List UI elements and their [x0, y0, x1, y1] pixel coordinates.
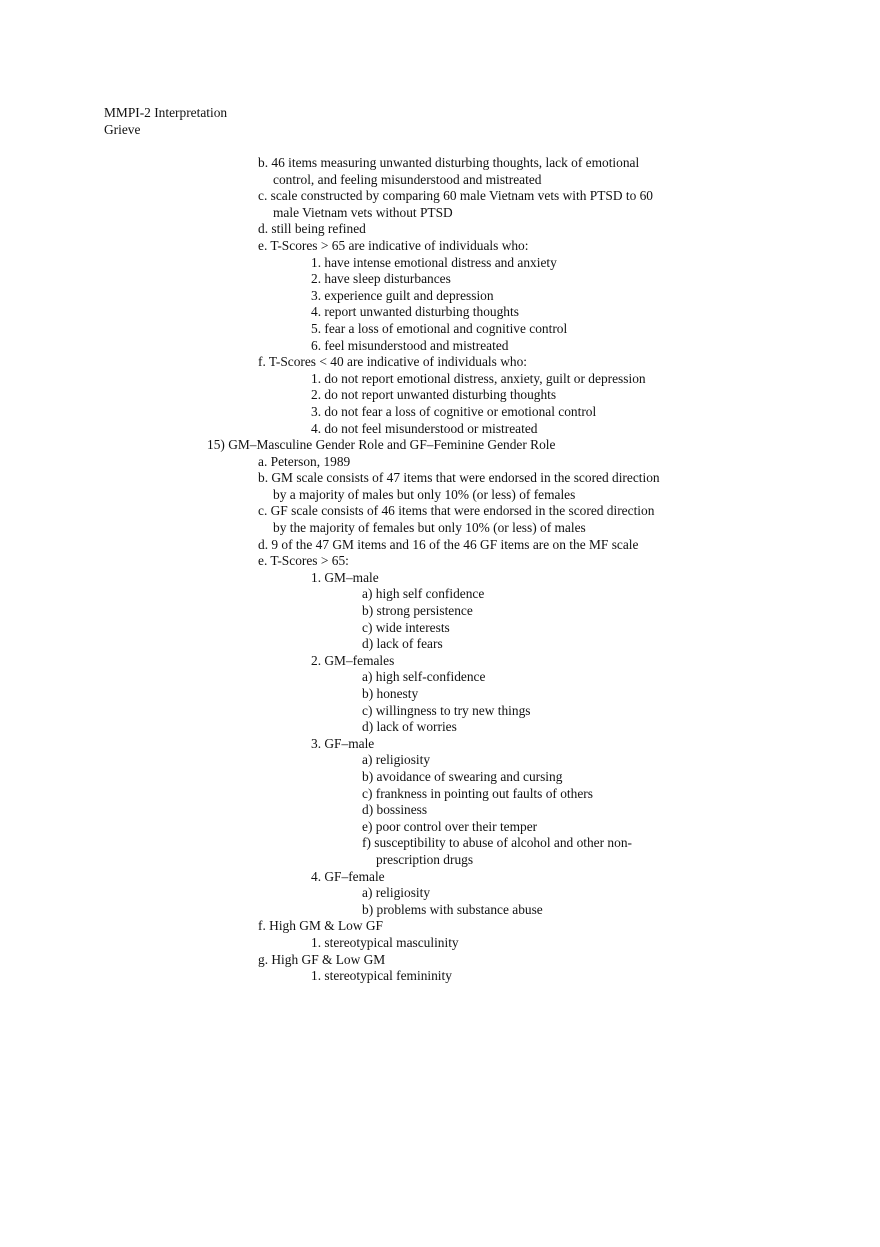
outline-line: 4. GF–female — [311, 868, 385, 884]
outline-content — [0, 155, 880, 985]
outline-line: a) religiosity — [362, 885, 431, 901]
outline-line: d. 9 of the 47 GM items and 16 of the 46 GF items are on the MF scale — [258, 536, 639, 552]
outline-line: control, and feeling misunderstood and mistreated — [273, 171, 542, 187]
outline-line: b) problems with substance abuse — [362, 901, 543, 917]
outline-line: 2. do not report unwanted disturbing thoughts — [311, 387, 557, 403]
outline-line: prescription drugs — [376, 851, 474, 867]
outline-line: a) high self-confidence — [362, 669, 486, 685]
outline-line: 1. stereotypical femininity — [311, 968, 452, 984]
outline-line: a) high self confidence — [362, 586, 485, 602]
outline-line: 3. experience guilt and depression — [311, 287, 494, 303]
outline-line: 4. do not feel misunderstood or mistreated — [311, 420, 538, 436]
outline-line: b) honesty — [362, 686, 419, 701]
outline-line: c) wide interests — [362, 619, 450, 635]
outline-line: b) avoidance of swearing and cursing — [362, 768, 563, 784]
outline-line: d) lack of fears — [362, 636, 443, 652]
outline-line: 15) GM–Masculine Gender Role and GF–Feminine Gender Role — [207, 437, 556, 453]
document-title: MMPI-2 Interpretation — [104, 105, 228, 120]
outline-line: 2. GM–females — [311, 652, 395, 668]
outline-line: b. GM scale consists of 47 items that were endorsed in the scored direction — [258, 470, 660, 486]
outline-line: 3. do not fear a loss of cognitive or emotional control — [311, 403, 597, 419]
outline-line: 4. report unwanted disturbing thoughts — [311, 304, 519, 320]
outline-line: b. 46 items measuring unwanted disturbing thoughts, lack of emotional — [258, 155, 640, 170]
outline-line: 5. fear a loss of emotional and cognitive control — [311, 320, 568, 336]
outline-line: d) bossiness — [362, 802, 428, 818]
document-author: Grieve — [104, 121, 141, 137]
outline-line: f. High GM & Low GF — [258, 918, 383, 934]
outline-line: c. scale constructed by comparing 60 male Vietnam vets with PTSD to 60 — [258, 188, 654, 204]
outline-line: c) willingness to try new things — [362, 702, 531, 718]
outline-line: 2. have sleep disturbances — [311, 271, 451, 287]
outline-line: d) lack of worries — [362, 719, 457, 735]
outline-line: 1. GM–male — [311, 569, 379, 585]
outline-line: b) strong persistence — [362, 603, 473, 619]
outline-line: e. T-Scores > 65: — [258, 553, 349, 569]
outline-line: c. GF scale consists of 46 items that were endorsed in the scored direction — [258, 503, 655, 519]
outline-line: by a majority of males but only 10% (or less) of females — [273, 486, 576, 502]
outline-line: d. still being refined — [258, 221, 366, 237]
outline-line: 1. stereotypical masculinity — [311, 934, 459, 950]
outline-line: 6. feel misunderstood and mistreated — [311, 337, 509, 353]
outline-line: c) frankness in pointing out faults of others — [362, 785, 593, 801]
outline-line: 1. have intense emotional distress and anxiety — [311, 254, 557, 270]
outline-line: e. T-Scores > 65 are indicative of individuals who: — [258, 237, 529, 253]
outline-line: a. Peterson, 1989 — [258, 453, 351, 469]
outline-line: male Vietnam vets without PTSD — [273, 204, 453, 220]
document-header — [104, 105, 227, 138]
outline-line: 3. GF–male — [311, 735, 375, 751]
outline-line: f. T-Scores < 40 are indicative of individuals who: — [258, 354, 527, 370]
outline-line: f) susceptibility to abuse of alcohol and other non- — [362, 835, 632, 851]
outline-line: e) poor control over their temper — [362, 818, 538, 834]
outline-line: a) religiosity — [362, 752, 431, 768]
outline-line: by the majority of females but only 10% (or less) of males — [273, 520, 586, 536]
outline-line: 1. do not report emotional distress, anxiety, guilt or depression — [311, 370, 646, 386]
outline-line: g. High GF & Low GM — [258, 951, 386, 967]
